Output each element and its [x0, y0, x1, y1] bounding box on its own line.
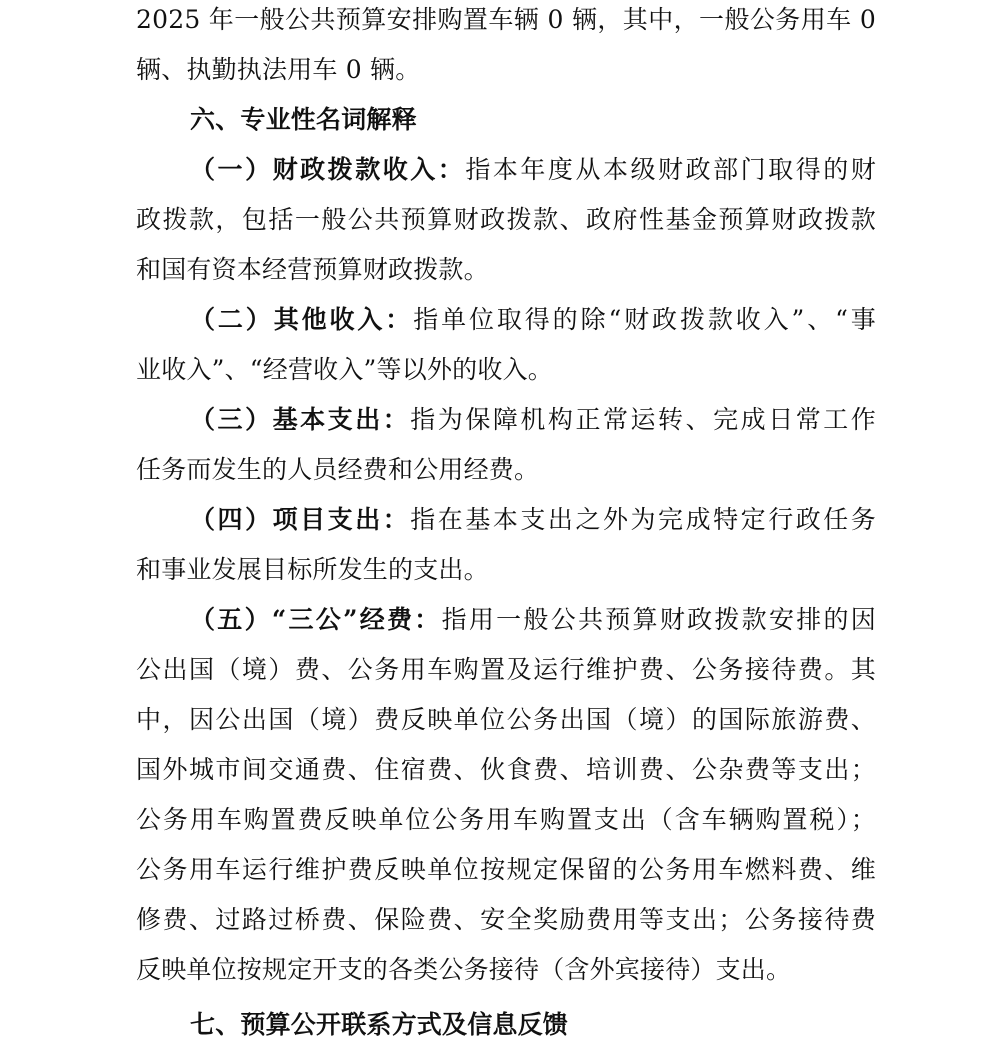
section-7-title: 七、预算公开联系方式及信息反馈 — [190, 1010, 569, 1039]
definition-1-line-3: 和国有资本经营预算财政拨款。 — [136, 255, 489, 284]
definition-2-label: （二）其他收入： — [190, 305, 414, 334]
intro-line-2: 辆、执勤执法用车 0 辆。 — [136, 55, 421, 84]
definition-1-line-1: （一）财政拨款收入：指本年度从本级财政部门取得的财 — [190, 155, 876, 184]
definition-5-line-2: 公出国（境）费、公务用车购置及运行维护费、公务接待费。其 — [136, 655, 876, 684]
definition-2-line-2: 业收入”、“经营收入”等以外的收入。 — [136, 355, 553, 384]
definition-1-label: （一）财政拨款收入： — [190, 155, 466, 184]
definition-5-line-7: 修费、过路过桥费、保险费、安全奖励费用等支出；公务接待费 — [136, 905, 876, 934]
definition-3-line-2: 任务而发生的人员经费和公用经费。 — [136, 455, 540, 484]
definition-5-line-1: （五）“三公”经费：指用一般公共预算财政拨款安排的因 — [190, 605, 876, 634]
definition-5-line-5: 公务用车购置费反映单位公务用车购置支出（含车辆购置税）； — [136, 805, 876, 834]
definition-3-label: （三）基本支出： — [190, 405, 411, 434]
definition-5-line-4: 国外城市间交通费、住宿费、伙食费、培训费、公杂费等支出； — [136, 755, 876, 784]
definition-1-line-2: 政拨款，包括一般公共预算财政拨款、政府性基金预算财政拨款 — [136, 205, 876, 234]
definition-5-line-3: 中，因公出国（境）费反映单位公务出国（境）的国际旅游费、 — [136, 705, 876, 734]
definition-4-label: （四）项目支出： — [190, 505, 411, 534]
intro-line-1: 2025 年一般公共预算安排购置车辆 0 辆，其中，一般公务用车 0 — [136, 5, 876, 34]
definition-5-line-8: 反映单位按规定开支的各类公务接待（含外宾接待）支出。 — [136, 955, 792, 984]
definition-5-line-6: 公务用车运行维护费反映单位按规定保留的公务用车燃料费、维 — [136, 855, 876, 884]
definition-2-line-1: （二）其他收入：指单位取得的除“财政拨款收入”、“事 — [190, 305, 876, 334]
definition-4-line-1: （四）项目支出：指在基本支出之外为完成特定行政任务 — [190, 505, 876, 534]
definition-5-label: （五）“三公”经费： — [190, 605, 442, 634]
section-6-title: 六、专业性名词解释 — [190, 105, 417, 134]
definition-4-line-2: 和事业发展目标所发生的支出。 — [136, 555, 489, 584]
definition-3-line-1: （三）基本支出：指为保障机构正常运转、完成日常工作 — [190, 405, 876, 434]
